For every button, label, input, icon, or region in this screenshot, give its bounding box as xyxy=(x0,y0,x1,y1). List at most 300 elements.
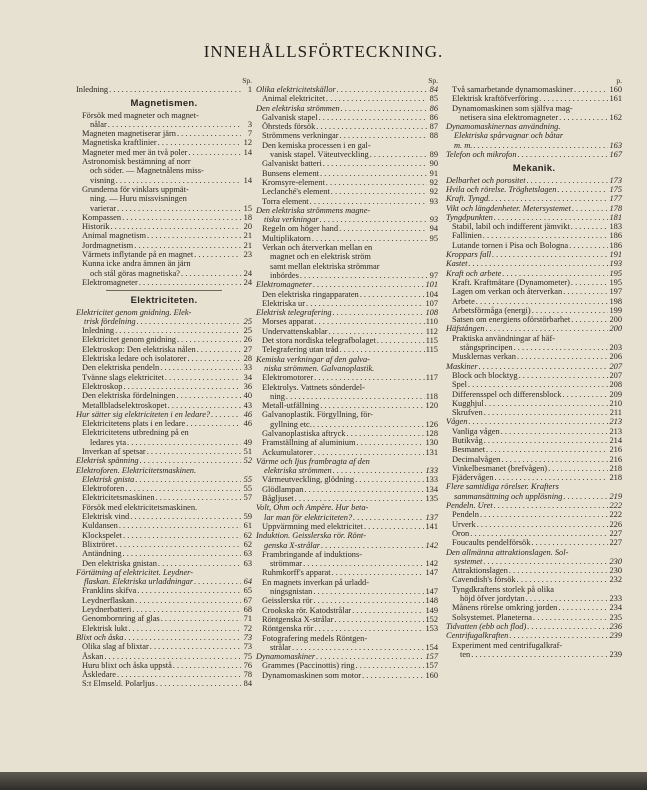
toc-entry-title: Klockspelet xyxy=(82,530,123,540)
column-header-page: p. xyxy=(616,76,622,85)
toc-entry-page: 120 xyxy=(425,401,438,411)
toc-column-3 xyxy=(446,76,622,659)
toc-entry xyxy=(76,185,252,194)
toc-entry xyxy=(76,317,252,326)
toc-entry-title: Leydnerflaskan xyxy=(82,595,135,605)
toc-entry xyxy=(446,297,622,306)
dot-leader xyxy=(109,85,241,94)
toc-entry xyxy=(446,390,622,399)
toc-entry xyxy=(446,185,622,194)
toc-entry-title: Blixtröret xyxy=(82,539,115,549)
dot-leader xyxy=(531,538,608,547)
toc-entry xyxy=(76,652,252,661)
dot-leader xyxy=(517,575,609,584)
toc-entry xyxy=(256,643,438,652)
dot-leader xyxy=(124,633,241,642)
toc-entry-page: 91 xyxy=(429,168,438,178)
toc-entry-title: Crookska rör. Katodstrålar xyxy=(262,605,352,615)
toc-entry-page: 160 xyxy=(609,85,622,94)
toc-entry-title: Inledning xyxy=(76,85,109,94)
toc-entry xyxy=(446,557,622,566)
section-heading: Elektriciteten. xyxy=(130,295,198,307)
dot-leader xyxy=(548,464,608,473)
dot-leader xyxy=(140,456,241,465)
toc-entry-title: Elektrisk gnista xyxy=(82,474,135,484)
dot-leader xyxy=(483,557,608,566)
dot-leader xyxy=(165,373,241,382)
toc-entry-page: 40 xyxy=(243,391,252,401)
toc-entry xyxy=(446,380,622,389)
toc-entry xyxy=(256,280,438,289)
toc-entry-page: 142 xyxy=(425,540,438,550)
toc-entry-title: Inledning xyxy=(82,326,115,336)
dot-leader xyxy=(177,129,241,138)
toc-entry-page: 118 xyxy=(425,391,438,401)
toc-entry xyxy=(446,324,622,333)
toc-entry-page: 226 xyxy=(609,519,622,529)
toc-entry-page: 154 xyxy=(425,642,438,652)
toc-entry-page: 115 xyxy=(425,345,438,355)
dot-leader xyxy=(135,596,241,605)
toc-entry xyxy=(76,670,252,679)
toc-entry-title: Kunna icke andra ämnen än järn xyxy=(82,259,191,269)
toc-entry-page: 133 xyxy=(425,475,438,485)
toc-entry xyxy=(446,585,622,594)
toc-entry xyxy=(256,624,438,633)
toc-entry xyxy=(76,213,252,222)
toc-entry-title: Delbarhet och porositet xyxy=(446,175,526,185)
toc-entry-page: 94 xyxy=(429,224,438,234)
toc-entry-title: Skrufven xyxy=(452,408,483,418)
toc-entry-title: Röntgenska X-strålar xyxy=(262,614,334,624)
toc-entry xyxy=(446,650,622,659)
dot-leader xyxy=(117,204,241,213)
toc-entry-title: Maskiner xyxy=(446,361,478,371)
dot-leader xyxy=(312,234,427,243)
dot-leader xyxy=(337,85,427,94)
toc-entry-title: Arbetsförmåga (energi) xyxy=(452,305,531,315)
toc-entry-title: Morses apparat xyxy=(262,317,314,327)
toc-entry-page: 200 xyxy=(609,324,622,334)
toc-entry xyxy=(76,438,252,447)
toc-entry xyxy=(256,448,438,457)
toc-entry-title: Elektricitet genom gnidning. Elek- xyxy=(76,307,192,317)
toc-entry-page: 148 xyxy=(425,596,438,606)
toc-entry-title: Elektroskop xyxy=(82,381,123,391)
toc-entry-page: 227 xyxy=(609,538,622,548)
toc-entry xyxy=(256,104,438,113)
dot-leader xyxy=(300,271,427,280)
toc-entry-title: elektriska strömmen xyxy=(264,466,332,476)
toc-entry-title: Volt, Ohm och Ampère. Hur beta- xyxy=(256,503,369,513)
toc-entry-title: visning xyxy=(90,175,115,185)
toc-entry-page: 20 xyxy=(243,222,252,232)
toc-entry-title: Kromsyre-element xyxy=(262,177,325,187)
toc-entry-page: 162 xyxy=(609,112,622,122)
toc-entry-page: 239 xyxy=(609,649,622,659)
toc-entry xyxy=(256,550,438,559)
toc-entry xyxy=(76,269,252,278)
toc-entry-title: Fjädervågen xyxy=(452,473,494,483)
toc-entry-page: 110 xyxy=(425,317,438,327)
toc-entry-title: Vågen xyxy=(446,417,468,427)
toc-entry-page: 216 xyxy=(609,454,622,464)
toc-entry-page: 75 xyxy=(243,651,252,661)
toc-entry-page: 197 xyxy=(609,287,622,297)
dot-leader xyxy=(484,408,609,417)
dot-leader xyxy=(134,241,241,250)
toc-entry-page: 87 xyxy=(429,122,438,132)
dot-leader xyxy=(130,512,241,521)
toc-entry-page: 90 xyxy=(429,159,438,169)
toc-entry-title: Tvänne slags elektricitet xyxy=(82,372,164,382)
toc-entry xyxy=(256,531,438,540)
toc-entry xyxy=(76,679,252,688)
toc-entry-page: 218 xyxy=(609,463,622,473)
toc-entry xyxy=(76,129,252,138)
toc-entry-page: 65 xyxy=(243,586,252,596)
toc-entry xyxy=(76,605,252,614)
toc-entry-page: 73 xyxy=(243,642,252,652)
toc-entry-title: Galvanoplastik. Förgyllning, för- xyxy=(262,410,373,420)
toc-entry-page: 21 xyxy=(243,231,252,241)
dot-leader xyxy=(360,290,425,299)
toc-entry-title: Vanliga vågen xyxy=(452,426,500,436)
toc-entry-page: 43 xyxy=(243,400,252,410)
toc-entry xyxy=(446,436,622,445)
toc-entry-title: inbördes xyxy=(270,270,299,280)
toc-entry xyxy=(256,541,438,550)
toc-entry-page: 25 xyxy=(243,326,252,336)
toc-entry-title: systemet xyxy=(454,556,483,566)
toc-entry xyxy=(446,306,622,315)
dot-leader xyxy=(471,650,608,659)
page-title: INNEHÅLLSFÖRTECKNING. xyxy=(203,42,444,61)
dot-leader xyxy=(476,297,609,306)
toc-entry xyxy=(446,575,622,584)
toc-entry-title: Galvanoplastiska aftryck xyxy=(262,428,346,438)
toc-entry xyxy=(76,85,252,94)
toc-entry-title: Multiplikatorn xyxy=(262,233,311,243)
toc-entry-page: 181 xyxy=(609,212,622,222)
toc-entry xyxy=(76,624,252,633)
dot-leader xyxy=(486,445,608,454)
toc-entry xyxy=(76,484,252,493)
toc-entry-title: Centrifugalkraften xyxy=(446,631,509,641)
toc-entry-page: 73 xyxy=(243,632,252,642)
toc-entry-title: netisera sina elektromagneter xyxy=(460,112,559,122)
toc-entry-page: 59 xyxy=(243,512,252,522)
toc-entry-title: Flere samtidiga rörelser. Krafters xyxy=(446,482,559,492)
toc-entry-title: Elektricitetsmaskinen xyxy=(82,493,155,503)
toc-entry-page: 28 xyxy=(243,354,252,364)
toc-entry-title: Torra element xyxy=(262,196,309,206)
dot-leader xyxy=(306,299,424,308)
toc-entry-page: 216 xyxy=(609,445,622,455)
toc-entry xyxy=(256,457,438,466)
toc-entry-page: 88 xyxy=(429,131,438,141)
toc-entry-page: 227 xyxy=(609,528,622,538)
dot-leader xyxy=(326,178,427,187)
toc-entry xyxy=(76,568,252,577)
toc-entry-page: 84 xyxy=(429,85,438,94)
toc-entry xyxy=(76,354,252,363)
toc-entry xyxy=(76,447,252,456)
dot-leader xyxy=(571,315,608,324)
toc-entry-title: tiska verkningar xyxy=(264,215,319,225)
toc-entry xyxy=(256,317,438,326)
dot-leader xyxy=(313,420,425,429)
toc-entry-title: Dynamomaskinernas användning. xyxy=(446,122,561,132)
dot-leader xyxy=(483,231,609,240)
toc-entry-title: Månens rörelse omkring jorden xyxy=(452,603,558,613)
toc-entry-title: gyllning etc. xyxy=(270,419,312,429)
toc-entry-title: Solsystemet. Planeterna xyxy=(452,612,533,622)
toc-entry-page: 55 xyxy=(243,474,252,484)
toc-entry xyxy=(76,419,252,428)
toc-entry-page: 57 xyxy=(243,493,252,503)
toc-entry-title: Elektromagneter xyxy=(256,280,312,290)
toc-entry-title: Jordmagnetism xyxy=(82,240,134,250)
toc-entry xyxy=(256,271,438,280)
dot-leader xyxy=(158,559,241,568)
toc-entry-title: och stål göras magnetiska? xyxy=(90,268,181,278)
toc-entry-page: 86 xyxy=(429,112,438,122)
dot-leader xyxy=(364,522,425,531)
dot-leader xyxy=(494,213,609,222)
toc-entry-title: Elektriska ur xyxy=(262,298,306,308)
toc-entry-page: 207 xyxy=(609,361,622,371)
toc-entry-title: Det stora nordiska telegrafbolaget xyxy=(262,336,376,346)
toc-entry-page: 160 xyxy=(425,670,438,680)
toc-entry xyxy=(256,113,438,122)
toc-entry xyxy=(256,206,438,215)
dot-leader xyxy=(558,603,608,612)
toc-entry-page: 23 xyxy=(243,250,252,260)
toc-entry xyxy=(446,399,622,408)
dot-leader xyxy=(147,231,241,240)
toc-entry xyxy=(76,259,252,268)
dot-leader xyxy=(494,473,608,482)
toc-entry-title: Ruhmkorff's apparat xyxy=(262,568,331,578)
toc-entry-page: 222 xyxy=(609,510,622,520)
dot-leader xyxy=(177,335,241,344)
toc-entry xyxy=(256,178,438,187)
toc-entry xyxy=(256,410,438,419)
toc-entry xyxy=(256,401,438,410)
toc-entry xyxy=(76,521,252,530)
toc-entry xyxy=(256,169,438,178)
toc-entry-page: 128 xyxy=(425,428,438,438)
toc-entry xyxy=(446,408,622,417)
toc-entry xyxy=(446,464,622,473)
toc-entry xyxy=(76,614,252,623)
toc-entry-page: 93 xyxy=(429,215,438,225)
toc-entry-page: 142 xyxy=(425,559,438,569)
dot-leader xyxy=(304,485,424,494)
dot-leader xyxy=(316,122,427,131)
dot-leader xyxy=(477,520,609,529)
toc-entry-title: Vinkelbesmanet (brefvågen) xyxy=(452,463,548,473)
toc-entry-page: 27 xyxy=(243,344,252,354)
dot-leader xyxy=(501,455,608,464)
toc-entry-title: Fotografering medels Röntgen- xyxy=(262,633,368,643)
toc-entry-page: 46 xyxy=(243,409,252,419)
toc-entry-page: 64 xyxy=(243,577,252,587)
dot-leader xyxy=(319,113,427,122)
toc-entry-page: 63 xyxy=(243,549,252,559)
dot-leader xyxy=(571,278,609,287)
toc-entry-title: En magnets inverkan på urladd- xyxy=(262,577,369,587)
toc-entry-page: 71 xyxy=(243,614,252,624)
toc-entry-title: Försök med magneter och magnet- xyxy=(82,110,199,120)
toc-entry xyxy=(256,420,438,429)
dot-leader xyxy=(194,577,241,586)
section-heading: Mekanik. xyxy=(512,163,556,175)
toc-entry-title: Lutande tornen i Pisa och Bologna xyxy=(452,240,569,250)
toc-entry xyxy=(76,250,252,259)
toc-entry xyxy=(256,475,438,484)
dot-leader xyxy=(313,280,424,289)
section-heading: Magnetismen. xyxy=(130,98,198,110)
toc-entry-page: 239 xyxy=(609,631,622,641)
dot-leader xyxy=(122,213,241,222)
column-header-page: Sp. xyxy=(428,76,438,85)
toc-entry-title: Häfstången xyxy=(446,324,485,334)
toc-entry-title: Kraft. Tyngd. xyxy=(446,194,491,204)
toc-entry-page: 222 xyxy=(609,501,622,511)
toc-entry-title: Den elektriska ringapparaten xyxy=(262,289,359,299)
toc-entry-page: 209 xyxy=(609,389,622,399)
dot-leader xyxy=(519,371,609,380)
dot-leader xyxy=(468,259,608,268)
toc-entry-title: Tyngdpunkten xyxy=(446,212,493,222)
dot-leader xyxy=(123,549,241,558)
toc-entry-title: Elektrisk lukt xyxy=(82,623,128,633)
toc-entry xyxy=(76,633,252,642)
dot-leader xyxy=(160,363,241,372)
toc-entry-title: Pendeln. Uret xyxy=(446,501,493,511)
toc-entry-title: strålar xyxy=(270,642,291,652)
toc-entry-title: Elektrisk telegrafering xyxy=(256,308,332,318)
toc-entry-title: Praktiska användningar af häf- xyxy=(452,333,556,343)
toc-entry-page: 203 xyxy=(609,343,622,353)
toc-entry xyxy=(446,603,622,612)
toc-entry xyxy=(446,259,622,268)
dot-leader xyxy=(316,652,424,661)
toc-entry xyxy=(76,194,252,203)
toc-entry-title: Dynamomaskinen som motor xyxy=(262,670,362,680)
toc-entry-title: Grammes (Paccinottis) ring xyxy=(262,661,355,671)
toc-entry-title: Genombornring af glas xyxy=(82,614,160,624)
toc-entry-title: Arbete xyxy=(452,296,475,306)
dot-leader xyxy=(486,324,609,333)
toc-entry-title: Decimalvågen xyxy=(452,454,501,464)
dot-leader xyxy=(572,204,608,213)
toc-entry-title: Magneten magnetiserar järn xyxy=(82,129,176,139)
toc-entry-page: 234 xyxy=(609,603,622,613)
toc-entry-title: Elektriska spårvagnar och båtar xyxy=(454,131,564,141)
toc-entry-title: Den elektriska strömmens magne- xyxy=(256,205,371,215)
toc-entry-page: 33 xyxy=(243,363,252,373)
toc-entry xyxy=(256,336,438,345)
toc-entry-page: 93 xyxy=(429,196,438,206)
dot-leader xyxy=(295,494,425,503)
toc-entry xyxy=(76,222,252,231)
toc-entry xyxy=(446,213,622,222)
toc-entry xyxy=(76,661,252,670)
toc-entry xyxy=(76,345,252,354)
toc-entry-title: Musklernas verkan xyxy=(452,352,516,362)
dot-leader xyxy=(108,120,241,129)
toc-entry-title: Olika slag af blixtar xyxy=(82,642,149,652)
toc-entry xyxy=(256,234,438,243)
dot-leader xyxy=(147,447,241,456)
toc-entry-page: 147 xyxy=(425,568,438,578)
toc-entry-title: Differensspel och differensblock xyxy=(452,389,562,399)
toc-entry-title: S:t Elmseld. Polarljus xyxy=(82,679,155,689)
dot-leader xyxy=(119,521,241,530)
toc-entry xyxy=(256,187,438,196)
dot-leader xyxy=(314,317,424,326)
toc-entry-title: m. m. xyxy=(454,140,473,150)
toc-entry-page: 219 xyxy=(609,491,622,501)
toc-entry xyxy=(76,540,252,549)
toc-entry-page: 108 xyxy=(425,308,438,318)
toc-entry-page: 92 xyxy=(429,177,438,187)
toc-entry xyxy=(446,631,622,640)
toc-entry xyxy=(446,594,622,603)
toc-entry-title: Magneter med mer än två poler xyxy=(82,147,188,157)
dot-leader xyxy=(329,327,425,336)
toc-entry xyxy=(76,503,252,512)
dot-leader xyxy=(211,410,241,419)
toc-entry-title: Den allmänna attraktionslagen. Sol- xyxy=(446,547,569,557)
toc-entry-title: Galvaniskt batteri xyxy=(262,159,322,169)
dot-leader xyxy=(110,222,241,231)
toc-entry-title: Animal elektricitet xyxy=(262,94,326,104)
toc-entry xyxy=(256,392,438,401)
column-header-page: Sp. xyxy=(242,76,252,85)
toc-entry xyxy=(256,141,438,150)
toc-entry xyxy=(446,352,622,361)
toc-entry xyxy=(76,241,252,250)
toc-entry-title: Leydnerbatteri xyxy=(82,605,132,615)
toc-entry-title: Den elektriska pendeln xyxy=(82,363,160,373)
toc-entry-page: 115 xyxy=(425,336,438,346)
toc-entry xyxy=(256,197,438,206)
toc-entry xyxy=(76,493,252,502)
toc-entry xyxy=(76,642,252,651)
toc-entry-page: 199 xyxy=(609,305,622,315)
dot-leader xyxy=(563,492,608,501)
toc-entry xyxy=(256,671,438,680)
toc-entry xyxy=(76,456,252,465)
toc-entry-page: 112 xyxy=(425,326,438,336)
toc-entry xyxy=(76,577,252,586)
dot-leader xyxy=(333,466,425,475)
toc-entry xyxy=(76,231,252,240)
toc-entry-title: Den kemiska processen i en gal- xyxy=(262,140,371,150)
toc-entry xyxy=(256,150,438,159)
toc-entry xyxy=(256,596,438,605)
toc-entry xyxy=(256,634,438,643)
toc-entry-title: Oron xyxy=(452,528,470,538)
toc-entry-title: höjd öfver jordytan xyxy=(460,594,525,604)
dot-leader xyxy=(526,594,609,603)
toc-entry xyxy=(446,455,622,464)
toc-entry-title: Värme och ljus frambragta af den xyxy=(256,456,370,466)
